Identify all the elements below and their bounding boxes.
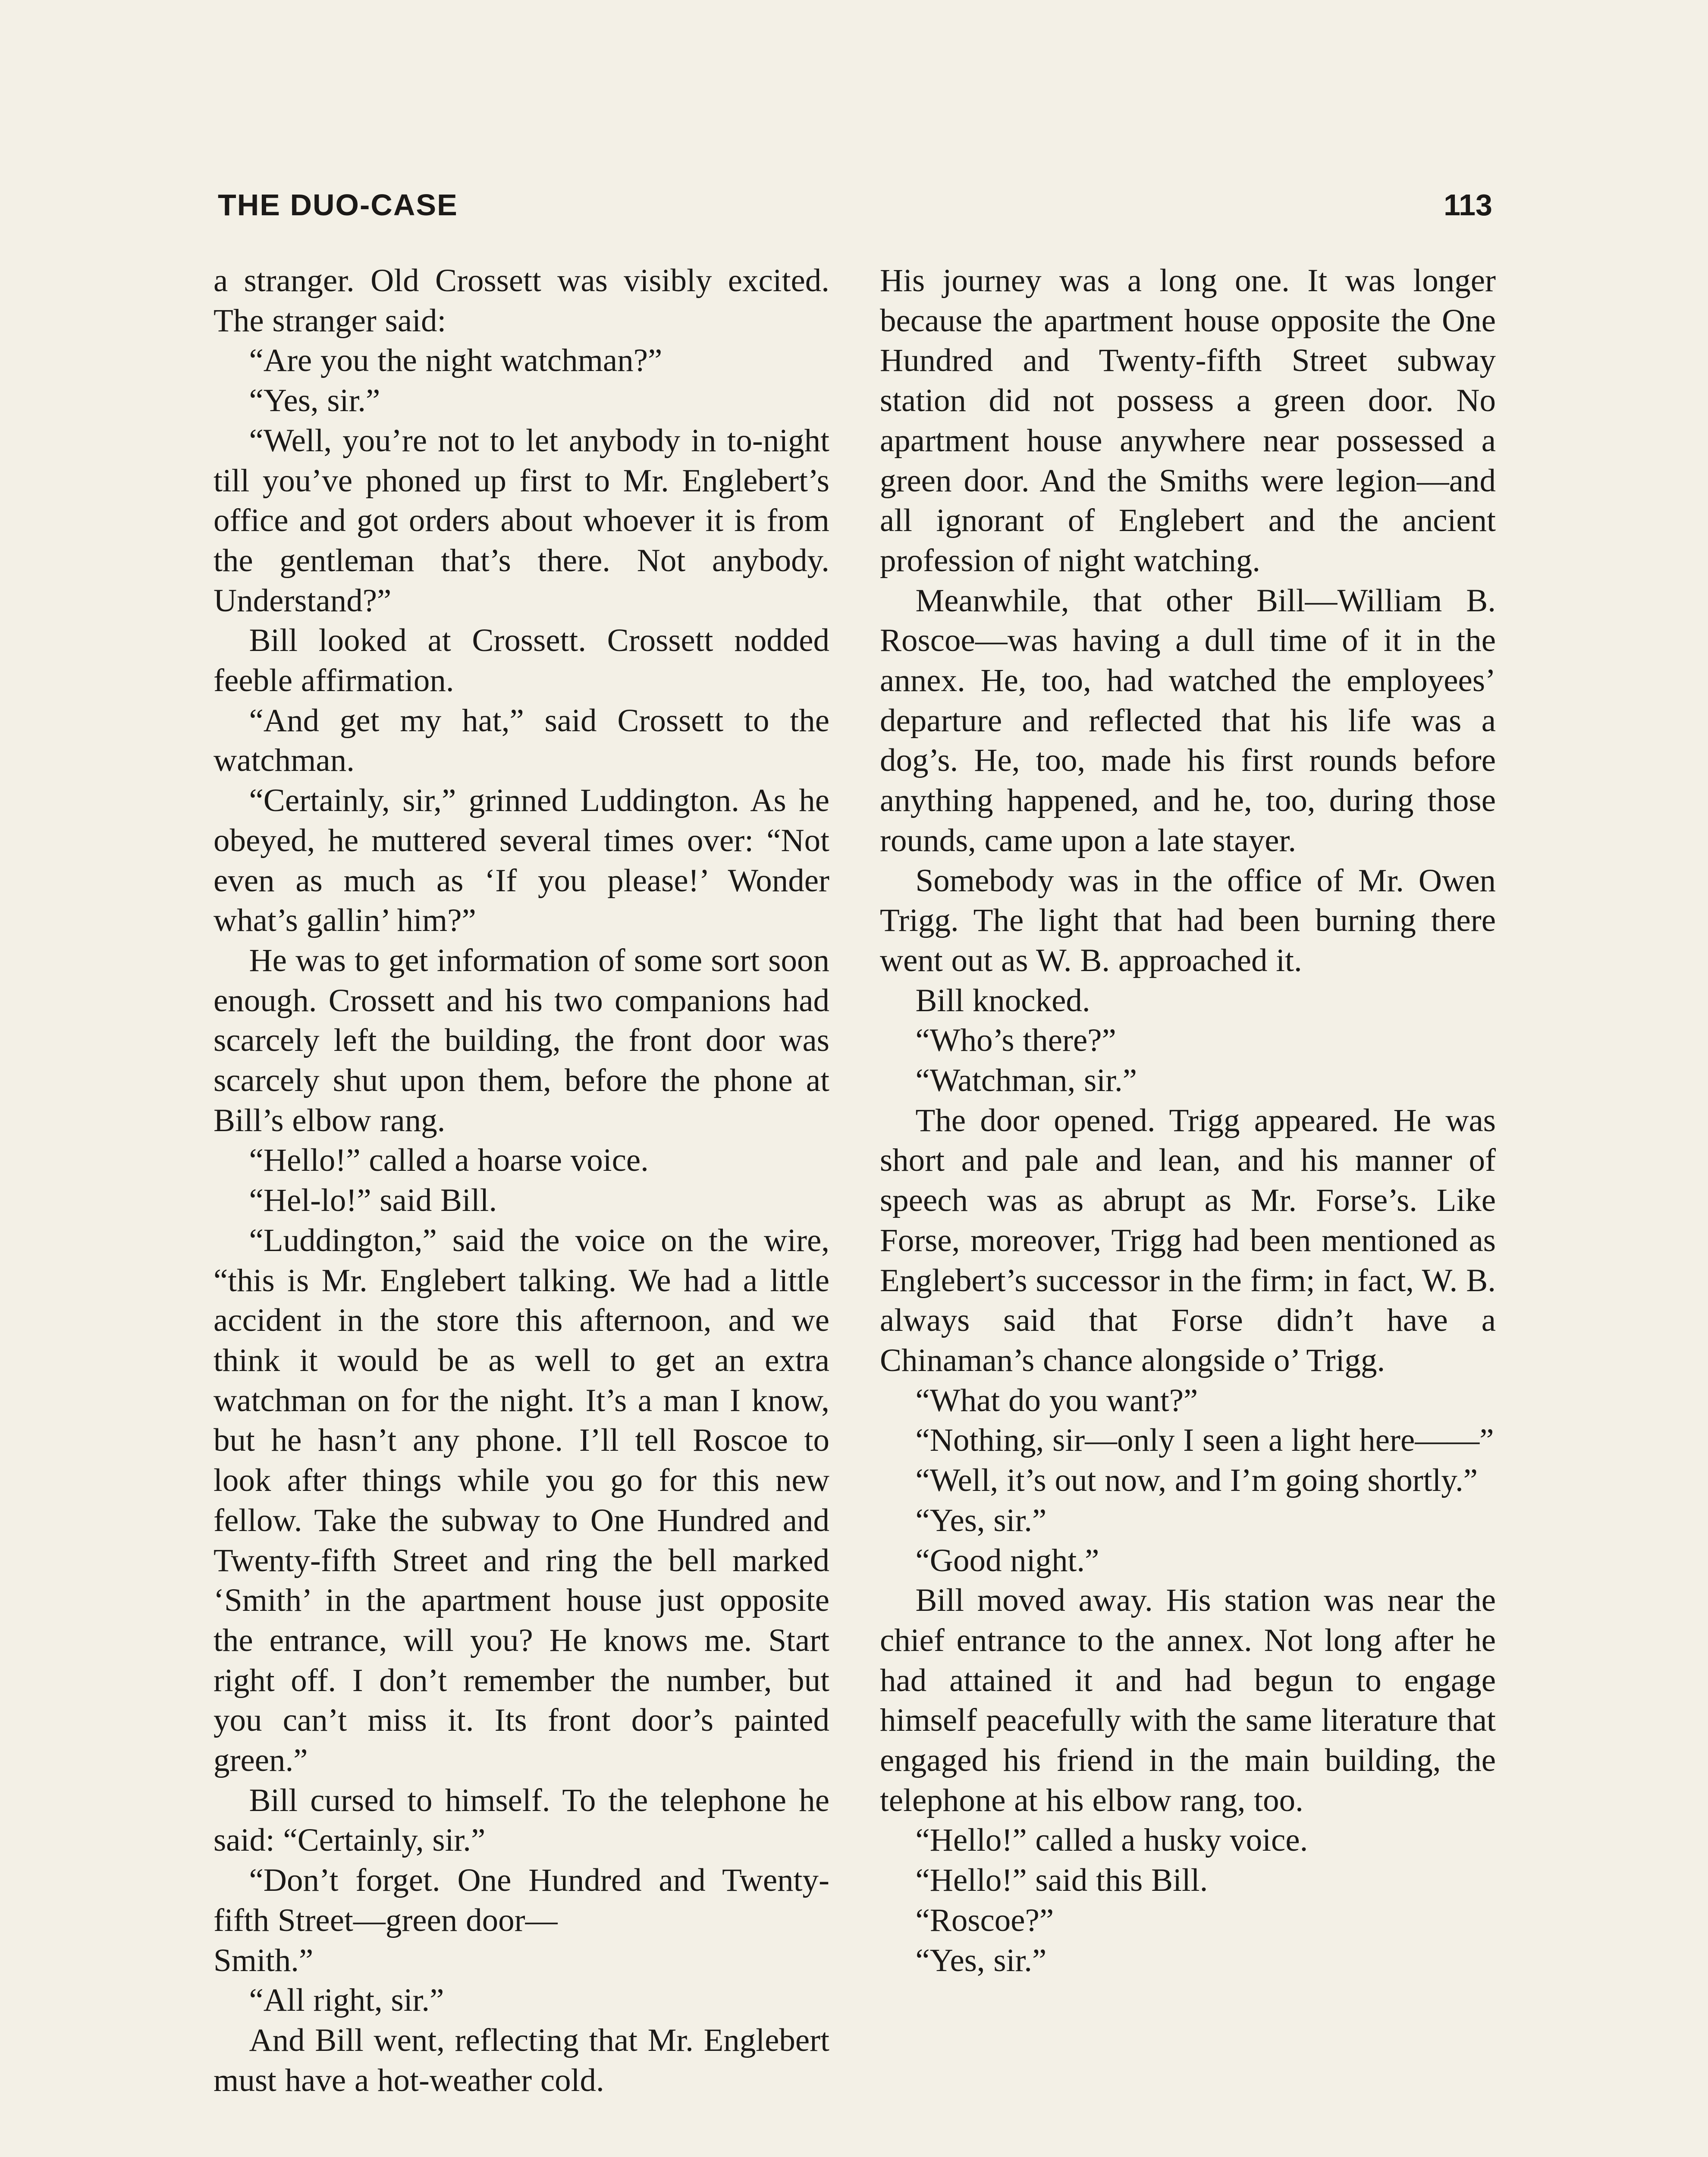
paragraph: Meanwhile, that other Bill—William B. Roscoe—was having a dull time of it in the annex. He, too, had watched the employees’ departure and reflected that his life was a dog’s. He, too, made his first rounds before anything happened, and he, too, during those rounds, came upon a late stayer. <box>880 582 1496 858</box>
paragraph: “Who’s there?” <box>915 1022 1116 1059</box>
paragraph: Bill cursed to himself. To the telephone he said: “Certainly, sir.” <box>214 1782 829 1858</box>
paragraph: “Yes, sir.” <box>915 1942 1047 1978</box>
paragraph: “Nothing, sir—only I seen a light here——” <box>915 1422 1494 1459</box>
paragraph: “Good night.” <box>915 1542 1099 1578</box>
paragraph: His journey was a long one. It was longer because the apartment house opposite the One Hundred and Twenty-fifth Street subway station did not possess a green door. No apartment house anywhere near possessed a green door. And the Smiths were legion—and all ignorant of Englebert and the ancient profession of night watching. <box>880 263 1496 579</box>
paragraph: “Watchman, sir.” <box>915 1063 1137 1099</box>
paragraph: Bill moved away. His station was near the chief entrance to the annex. Not long after he had attained it and had begun to engage himself peacefully with the same literature that engaged his friend in the main building, the telephone at his elbow rang, too. <box>880 1582 1496 1818</box>
paragraph: “Hello!” called a hoarse voice. <box>249 1142 649 1179</box>
paragraph: Bill looked at Crossett. Crossett nodded feeble affirmation. <box>214 623 829 699</box>
paragraph: “And get my hat,” said Crossett to the watchman. <box>214 702 829 779</box>
paragraph: “Yes, sir.” <box>915 1502 1047 1538</box>
paragraph: “Certainly, sir,” grinned Luddington. As he obeyed, he muttered several times over: “Not even as much as ‘If you please!’ Wonder what’s gallin’ him?” <box>214 783 829 939</box>
left-column <box>214 261 829 2100</box>
paragraph: He was to get information of some sort soon enough. Crossett and his two companions had scarcely left the building, the front door was scarcely shut upon them, before the phone at Bill’s elbow rang. <box>214 942 829 1138</box>
paragraph: “Roscoe?” <box>915 1902 1054 1938</box>
paragraph: “Hel-lo!” said Bill. <box>249 1182 497 1219</box>
paragraph: “What do you want?” <box>915 1382 1198 1418</box>
paragraph: “Don’t forget. One Hundred and Twenty-fifth Street—green door— Smith.” <box>214 1862 829 1978</box>
paragraph: “All right, sir.” <box>249 1982 444 2019</box>
paragraph: “Luddington,” said the voice on the wire, “this is Mr. Englebert talking. We had a little accident in the store this afternoon, and we think it would be as well to get an extra watchman on for the night. It’s a man I know, but he hasn’t any phone. I’ll tell Roscoe to look after things while you go for this new fellow. Take the subway to One Hundred and Twenty-fifth Street and ring the bell marked ‘Smith’ in the apartment house just opposite the entrance, will you? He knows me. Start right off. I don’t remember the number, but you can’t miss it. Its front door’s painted green.” <box>214 1222 829 1779</box>
paragraph: Somebody was in the office of Mr. Owen Trigg. The light that had been burning there went out as W. B. approached it. <box>880 862 1496 978</box>
paragraph: “Are you the night watchman?” <box>249 343 662 379</box>
paragraph: a stranger. Old Crossett was visibly excited. The stranger said: <box>214 263 829 339</box>
right-column <box>880 261 1496 1981</box>
page-number: 113 <box>1444 188 1492 222</box>
running-head: THE DUO-CASE <box>218 188 458 222</box>
paragraph: “Hello!” called a husky voice. <box>915 1822 1308 1858</box>
paragraph: “Well, it’s out now, and I’m going shortly.” <box>915 1462 1478 1499</box>
paragraph: The door opened. Trigg appeared. He was short and pale and lean, and his manner of speech was as abrupt as Mr. Forse’s. Like Forse, moreover, Trigg had been mentioned as Englebert’s successor in the firm; in fact, W. B. always said that Forse didn’t have a Chinaman’s chance alongside o’ Trigg. <box>880 1102 1496 1378</box>
page-header <box>218 183 1492 226</box>
paragraph: “Well, you’re not to let anybody in to-night till you’ve phoned up first to Mr. Englebert’s office and got orders about whoever it is from the gentleman that’s there. Not anybody. Understand?” <box>214 422 829 619</box>
paragraph: “Hello!” said this Bill. <box>915 1862 1208 1899</box>
paragraph: “Yes, sir.” <box>249 383 380 419</box>
paragraph: Bill knocked. <box>915 982 1090 1019</box>
paragraph: And Bill went, reflecting that Mr. Englebert must have a hot-weather cold. <box>214 2022 829 2098</box>
